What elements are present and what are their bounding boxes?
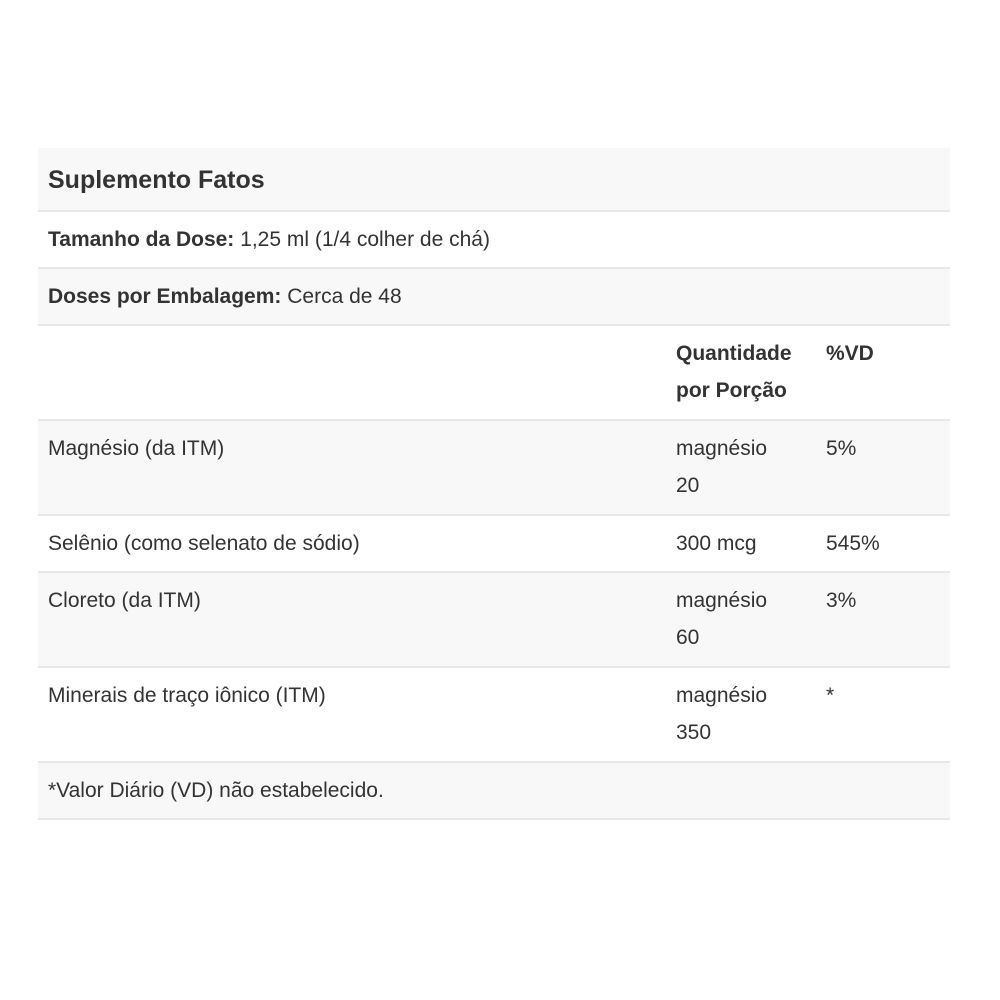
column-header-row [38,326,950,421]
nutrient-row [38,421,950,516]
nutrient-dv: 545% [826,532,880,555]
nutrient-name: Magnésio (da ITM) [48,437,225,460]
supplement-facts-table [38,148,950,820]
nutrient-amount-line1: 300 mcg [676,532,757,555]
header-amount [676,335,826,410]
nutrient-amount-line1: magnésio [676,437,768,460]
nutrient-amount-line2: 20 [676,474,700,497]
serving-size-row [38,212,950,269]
nutrient-amount [676,677,826,752]
nutrient-amount-line1: magnésio [676,589,768,612]
header-name-cell [48,335,676,410]
serving-size-value: 1,25 ml (1/4 colher de chá) [240,228,490,251]
serving-size-label: Tamanho da Dose: [48,228,235,251]
nutrient-row [38,573,950,668]
header-dv: %VD [826,342,874,365]
nutrient-amount-line1: magnésio [676,684,768,707]
header-amount-line2: por Porção [676,379,787,402]
nutrient-row [38,668,950,763]
nutrient-amount [676,582,826,657]
nutrient-amount-line2: 350 [676,721,712,744]
nutrient-name: Minerais de traço iônico (ITM) [48,684,326,707]
nutrient-dv: 3% [826,589,857,612]
nutrient-dv: 5% [826,437,857,460]
footnote: *Valor Diário (VD) não estabelecido. [38,763,950,820]
servings-per-container-row [38,269,950,326]
header-amount-line1: Quantidade [676,342,792,365]
nutrient-dv: * [826,684,835,707]
nutrient-amount [676,430,826,505]
nutrient-row [38,516,950,573]
nutrient-amount [676,525,826,562]
nutrient-name: Selênio (como selenato de sódio) [48,532,360,555]
servings-per-container-label: Doses por Embalagem: [48,285,282,308]
nutrient-name: Cloreto (da ITM) [48,589,201,612]
facts-title: Suplemento Fatos [38,148,950,212]
nutrient-amount-line2: 60 [676,626,700,649]
servings-per-container-value: Cerca de 48 [287,285,402,308]
